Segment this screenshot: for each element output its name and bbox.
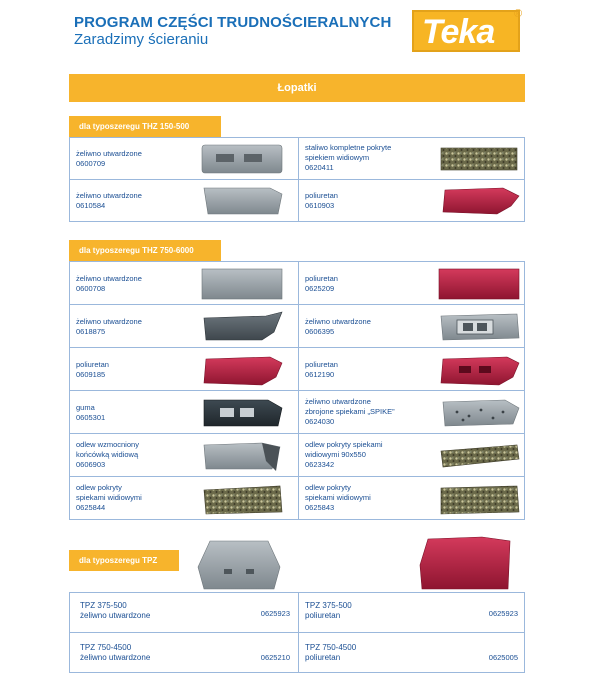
part-material: żeliwno utwardzone	[305, 397, 371, 406]
section-header-tpz	[69, 550, 179, 571]
part-material: poliuretan	[305, 611, 341, 620]
red-polyurethane-blade-icon	[200, 353, 284, 387]
part-cell	[70, 348, 298, 390]
part-code: 0600709	[76, 159, 106, 168]
part-cell	[298, 305, 526, 347]
table-row	[70, 633, 524, 673]
part-cell	[298, 348, 526, 390]
part-material: żeliwno utwardzone	[305, 317, 371, 326]
part-cell	[298, 391, 526, 433]
part-code: 0618875	[76, 327, 106, 336]
part-material: odlew pokryty	[305, 483, 351, 492]
carbide-casting-icon	[200, 482, 284, 516]
part-code: 0625923	[260, 609, 290, 618]
part-cell	[298, 633, 526, 672]
table-row	[70, 593, 524, 633]
part-material: żeliwno utwardzone	[76, 317, 142, 326]
section-title: dla typoszeregu THZ 150-500	[79, 122, 190, 131]
part-code: 0625209	[305, 284, 335, 293]
part-material: guma	[76, 403, 95, 412]
table-row	[70, 180, 524, 222]
part-code: 0610903	[305, 201, 335, 210]
table-row	[70, 305, 524, 348]
carbide-casting-icon	[437, 482, 521, 516]
part-cell	[298, 477, 526, 519]
table-row	[70, 262, 524, 305]
part-code: 0605301	[76, 413, 106, 422]
part-code: 0625844	[76, 503, 106, 512]
part-code: 0600708	[76, 284, 106, 293]
part-material: poliuretan	[305, 653, 341, 662]
part-code: 0609185	[76, 370, 106, 379]
part-material: odlew pokryty spiekami	[305, 440, 383, 449]
part-code: 0625210	[260, 653, 290, 662]
grey-cast-block-icon	[200, 267, 284, 301]
parts-table-tpz	[69, 592, 525, 673]
part-material: poliuretan	[76, 360, 109, 369]
carbide-plate-icon	[439, 146, 519, 172]
part-code: 0606395	[305, 327, 335, 336]
part-model: TPZ 750-4500	[305, 643, 357, 652]
carbide-bar-icon	[437, 439, 521, 473]
part-cell	[70, 633, 298, 672]
main-title-bar	[69, 74, 525, 102]
part-material: staliwo kompletne pokryte	[305, 143, 392, 152]
part-material: poliuretan	[305, 191, 338, 200]
part-material: widiowymi 90x550	[305, 450, 366, 459]
part-code: 0620411	[305, 163, 334, 172]
part-code: 0623342	[305, 460, 335, 469]
grey-cast-blade-spikes-icon	[437, 396, 521, 430]
part-material: żeliwno utwardzone	[80, 653, 151, 662]
teka-logo	[412, 8, 523, 52]
table-row	[70, 477, 524, 520]
black-rubber-blade-icon	[200, 396, 284, 430]
part-material: końcówką widiową	[76, 450, 139, 459]
part-model: TPZ 375-500	[305, 601, 352, 610]
table-row	[70, 391, 524, 434]
dark-grey-cast-blade-icon	[200, 310, 284, 344]
part-model: TPZ 750-4500	[80, 643, 132, 652]
section-title: dla typoszeregu THZ 750-6000	[79, 246, 194, 255]
part-cell	[298, 180, 526, 221]
part-code: 0625923	[488, 609, 518, 618]
red-polyurethane-block-icon	[437, 267, 521, 301]
red-polyurethane-blade-slots-icon	[437, 353, 521, 387]
part-cell	[298, 138, 526, 179]
part-cell	[70, 477, 298, 519]
part-material: spiekiem widiowym	[305, 153, 370, 162]
part-cell	[70, 434, 298, 476]
parts-table-thz-150-500	[69, 137, 525, 222]
part-model: TPZ 375-500	[80, 601, 127, 610]
grey-cast-blade-icon	[200, 184, 284, 218]
part-material: poliuretan	[305, 360, 338, 369]
red-polyurethane-blade-icon	[437, 184, 521, 218]
logo-text: Teka	[422, 13, 495, 51]
part-material: zbrojone spiekami „SPIKE”	[305, 407, 395, 416]
part-cell	[70, 138, 298, 179]
part-code: 0610584	[76, 201, 106, 210]
part-material: żeliwno utwardzone	[76, 274, 142, 283]
part-cell	[70, 305, 298, 347]
part-material: odlew wzmocniony	[76, 440, 139, 449]
grey-cast-plate-bracket-icon	[437, 310, 521, 344]
part-material: spiekami widiowymi	[76, 493, 142, 502]
part-material: poliuretan	[305, 274, 338, 283]
section-header-thz-750-6000	[69, 240, 221, 261]
part-material: spiekami widiowymi	[305, 493, 371, 502]
part-material: żeliwno utwardzone	[80, 611, 151, 620]
table-row	[70, 138, 524, 180]
grey-cast-carbide-tip-blade-icon	[200, 439, 284, 473]
section-title: dla typoszeregu TPZ	[79, 556, 158, 565]
grey-cast-tpz-blade-icon	[196, 539, 282, 591]
section-header-thz-150-500	[69, 116, 221, 137]
red-polyurethane-tpz-blade-icon	[418, 535, 512, 591]
part-code: 0606903	[76, 460, 106, 469]
part-code: 0625843	[305, 503, 335, 512]
grey-cast-block-icon	[200, 142, 284, 176]
part-material: odlew pokryty	[76, 483, 122, 492]
part-cell	[70, 180, 298, 221]
part-code: 0612190	[305, 370, 335, 379]
part-cell	[298, 262, 526, 304]
registered-mark: ®	[514, 8, 523, 20]
catalog-subtitle: Zaradzimy ścieraniu	[74, 31, 209, 48]
table-row	[70, 434, 524, 477]
main-title: Łopatki	[277, 82, 317, 94]
catalog-title: PROGRAM CZĘŚCI TRUDNOŚCIERALNYCH	[74, 14, 392, 31]
part-material: żeliwno utwardzone	[76, 149, 142, 158]
part-cell	[70, 391, 298, 433]
part-material: żeliwno utwardzone	[76, 191, 142, 200]
parts-table-thz-750-6000	[69, 261, 525, 520]
part-cell	[298, 593, 526, 632]
part-cell	[70, 593, 298, 632]
part-cell	[298, 434, 526, 476]
table-row	[70, 348, 524, 391]
part-code: 0624030	[305, 417, 335, 426]
part-cell	[70, 262, 298, 304]
part-code: 0625005	[488, 653, 518, 662]
